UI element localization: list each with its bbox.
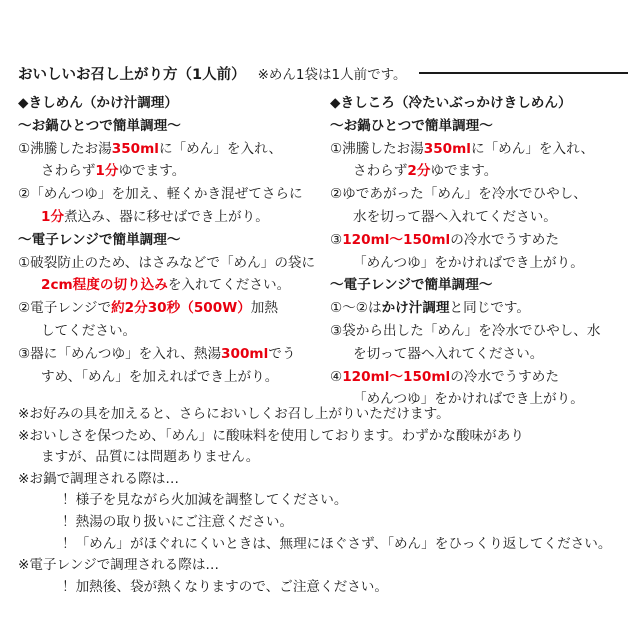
- note-microwave-caution: ※電子レンジで調理される際は…: [18, 557, 220, 574]
- kishimen-pot-step-1-cont: さわらず1分ゆでます。: [41, 163, 186, 180]
- note-pot-caution-heat: ！様子を見ながら火加減を調整してください。: [62, 492, 348, 509]
- kishikoro-mw-step-4-cont: 「めんつゆ」をかければでき上がり。: [353, 391, 584, 408]
- header-rule: [419, 72, 628, 74]
- kishimen-column: [18, 92, 318, 388]
- kishikoro-pot-step-1-cont: さわらず2分ゆでます。: [353, 163, 498, 180]
- kishikoro-mw-step-1: ①〜②はかけ汁調理と同じです。: [330, 300, 531, 317]
- kishimen-mw-step-2: ②電子レンジで約2分30秒（500W）加熱: [18, 300, 278, 317]
- kishikoro-column: [330, 92, 630, 411]
- kishimen-mw-step-3-cont: すめ、「めん」を加えればでき上がり。: [41, 368, 279, 385]
- kishikoro-pot-step-3: ③120ml〜150mlの冷水でうすめた: [330, 231, 559, 248]
- kishikoro-mw-step-4: ④120ml〜150mlの冷水でうすめた: [330, 368, 559, 385]
- kishikoro-pot-step-2: ②ゆであがった「めん」を冷水でひやし、: [330, 186, 587, 203]
- kishimen-pot-step-2: ②「めんつゆ」を加え、軽くかき混ぜてさらに: [18, 186, 303, 203]
- kishikoro-mw-step-3: ③袋から出した「めん」を冷水でひやし、水: [330, 322, 601, 339]
- kishimen-pot-step-2-cont: 1分煮込み、器に移せばでき上がり。: [41, 208, 269, 225]
- kishimen-mw-step-3: ③器に「めんつゆ」を入れ、熱湯300mlでう: [18, 345, 296, 362]
- note-toppings: ※お好みの具を加えると、さらにおいしくお召し上がりいただけます。: [18, 406, 450, 422]
- note-microwave-caution-hot-bag: ！加熱後、袋が熱くなりますので、ご注意ください。: [62, 578, 388, 595]
- serving-note: ※めん1袋は1人前です。: [257, 67, 407, 83]
- kishimen-mw-step-1: ①破裂防止のため、はさみなどで「めん」の袋に: [18, 254, 316, 271]
- kishimen-mw-step-2-cont: してください。: [41, 322, 137, 339]
- kishimen-title: ◆きしめん（かけ汁調理）: [18, 95, 178, 111]
- kishikoro-title: ◆きしころ（冷たいぶっかけきしめん）: [330, 95, 572, 111]
- kishimen-microwave-subtitle: 〜電子レンジで簡単調理〜: [18, 231, 181, 248]
- kishikoro-microwave-subtitle: 〜電子レンジで簡単調理〜: [330, 277, 493, 294]
- kishikoro-pot-step-2-cont: 水を切って器へ入れてください。: [353, 208, 557, 225]
- kishimen-pot-step-1: ①沸騰したお湯350mlに「めん」を入れ、: [18, 140, 283, 157]
- note-pot-caution-boiling-water: ！熱湯の取り扱いにご注意ください。: [62, 513, 294, 530]
- kishikoro-pot-step-3-cont: 「めんつゆ」をかければでき上がり。: [353, 254, 584, 271]
- note-acidulant-cont: ますが、品質には問題ありません。: [41, 449, 260, 466]
- note-pot-caution: ※お鍋で調理される際は…: [18, 470, 179, 487]
- kishikoro-mw-step-3-cont: を切って器へ入れてください。: [353, 345, 544, 362]
- instructions-title: おいしいお召し上がり方（1人前）: [18, 66, 246, 83]
- cautions-section: [18, 404, 628, 598]
- note-acidulant: ※おいしさを保つため、「めん」に酸味料を使用しております。わずかな酸味があり: [18, 427, 524, 444]
- instructions-header: [18, 62, 628, 84]
- kishimen-pot-subtitle: 〜お鍋ひとつで簡単調理〜: [18, 117, 181, 134]
- kishimen-mw-step-1-cont: 2cm程度の切り込みを入れてください。: [41, 277, 291, 294]
- note-pot-caution-noodles: ！「めん」がほぐれにくいときは、無理にほぐさず、「めん」をひっくり返してください。: [62, 535, 612, 552]
- kishikoro-pot-step-1: ①沸騰したお湯350mlに「めん」を入れ、: [330, 140, 595, 157]
- kishikoro-pot-subtitle: 〜お鍋ひとつで簡単調理〜: [330, 117, 493, 134]
